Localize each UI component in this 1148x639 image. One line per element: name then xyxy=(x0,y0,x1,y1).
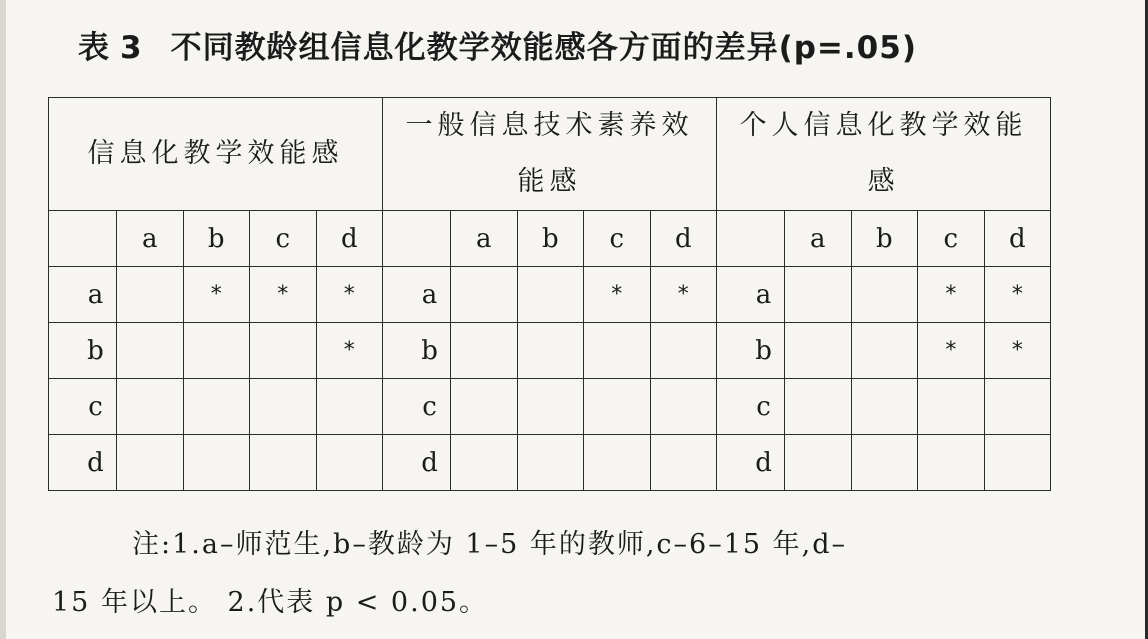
significance-cell xyxy=(451,323,518,379)
row-label: a xyxy=(717,267,785,323)
significance-cell xyxy=(183,323,250,379)
column-header: b xyxy=(517,211,584,267)
row-label: c xyxy=(383,379,451,435)
significance-cell xyxy=(851,323,918,379)
significance-cell xyxy=(650,323,717,379)
column-header: b xyxy=(183,211,250,267)
significance-cell xyxy=(517,435,584,491)
row-label: c xyxy=(49,379,117,435)
group-header-text: 一般信息技术素养效 xyxy=(405,110,694,141)
significance-cell xyxy=(584,379,651,435)
significance-cell xyxy=(984,379,1051,435)
difference-table xyxy=(48,97,1051,491)
caption-number: 3 xyxy=(120,30,143,66)
significance-cell: * xyxy=(650,267,717,323)
significance-cell xyxy=(451,435,518,491)
group-header-3 xyxy=(717,98,1051,211)
scan-left-edge xyxy=(0,0,6,639)
row-label: d xyxy=(49,435,117,491)
table-row xyxy=(49,323,1051,379)
significance-cell xyxy=(584,323,651,379)
significance-cell xyxy=(918,379,985,435)
column-header: a xyxy=(117,211,184,267)
significance-cell xyxy=(117,379,184,435)
row-label: b xyxy=(717,323,785,379)
column-header: c xyxy=(250,211,317,267)
row-label: c xyxy=(717,379,785,435)
significance-cell xyxy=(851,379,918,435)
group-header-text: 个人信息化教学效能 xyxy=(739,110,1028,141)
group-header-text: 信息化教学效能感 xyxy=(87,138,344,169)
row-label: a xyxy=(383,267,451,323)
significance-cell xyxy=(117,435,184,491)
column-header: c xyxy=(918,211,985,267)
significance-cell: * xyxy=(183,267,250,323)
significance-cell xyxy=(117,267,184,323)
column-header: c xyxy=(584,211,651,267)
column-header: b xyxy=(851,211,918,267)
significance-cell xyxy=(650,435,717,491)
significance-cell: * xyxy=(316,323,383,379)
significance-cell xyxy=(650,379,717,435)
table-caption xyxy=(78,22,917,67)
column-header: d xyxy=(984,211,1051,267)
row-label: a xyxy=(49,267,117,323)
significance-cell: * xyxy=(984,323,1051,379)
significance-cell xyxy=(918,435,985,491)
table-note xyxy=(52,516,1052,632)
significance-cell xyxy=(785,323,852,379)
significance-cell xyxy=(517,323,584,379)
significance-cell xyxy=(250,323,317,379)
significance-cell xyxy=(851,435,918,491)
corner-cell xyxy=(383,211,451,267)
caption-text: 不同教龄组信息化教学效能感各方面的差异(p=.05) xyxy=(170,30,917,66)
significance-cell xyxy=(785,379,852,435)
significance-cell xyxy=(984,435,1051,491)
group-header-text: 能感 xyxy=(517,166,582,197)
significance-cell xyxy=(117,323,184,379)
group-header-row xyxy=(49,98,1051,211)
significance-cell xyxy=(451,379,518,435)
row-label: b xyxy=(383,323,451,379)
significance-cell xyxy=(316,379,383,435)
significance-cell: * xyxy=(316,267,383,323)
significance-cell xyxy=(584,435,651,491)
row-label: d xyxy=(717,435,785,491)
row-label: d xyxy=(383,435,451,491)
corner-cell xyxy=(717,211,785,267)
significance-cell xyxy=(250,379,317,435)
column-header: d xyxy=(650,211,717,267)
significance-cell: * xyxy=(984,267,1051,323)
significance-cell: * xyxy=(250,267,317,323)
significance-cell xyxy=(785,267,852,323)
group-header-1 xyxy=(49,98,383,211)
significance-cell xyxy=(785,435,852,491)
corner-cell xyxy=(49,211,117,267)
significance-cell xyxy=(451,267,518,323)
significance-cell: * xyxy=(918,323,985,379)
significance-cell xyxy=(250,435,317,491)
column-header: d xyxy=(316,211,383,267)
note-line-2: 15 年以上。 2.代表 p < 0.05。 xyxy=(52,587,489,618)
column-header: a xyxy=(451,211,518,267)
significance-cell xyxy=(316,435,383,491)
table-row xyxy=(49,379,1051,435)
significance-cell xyxy=(183,379,250,435)
column-header: a xyxy=(785,211,852,267)
significance-cell xyxy=(517,267,584,323)
group-header-2 xyxy=(383,98,717,211)
significance-cell xyxy=(851,267,918,323)
table-row xyxy=(49,435,1051,491)
note-line-1: 注:1.a–师范生,b–教龄为 1–5 年的教师,c–6–15 年,d– xyxy=(132,529,848,560)
column-header-row xyxy=(49,211,1051,267)
significance-cell: * xyxy=(584,267,651,323)
significance-cell xyxy=(517,379,584,435)
group-header-text: 感 xyxy=(867,166,900,197)
caption-label: 表 xyxy=(78,30,110,66)
significance-cell: * xyxy=(918,267,985,323)
table-row xyxy=(49,267,1051,323)
significance-cell xyxy=(183,435,250,491)
row-label: b xyxy=(49,323,117,379)
